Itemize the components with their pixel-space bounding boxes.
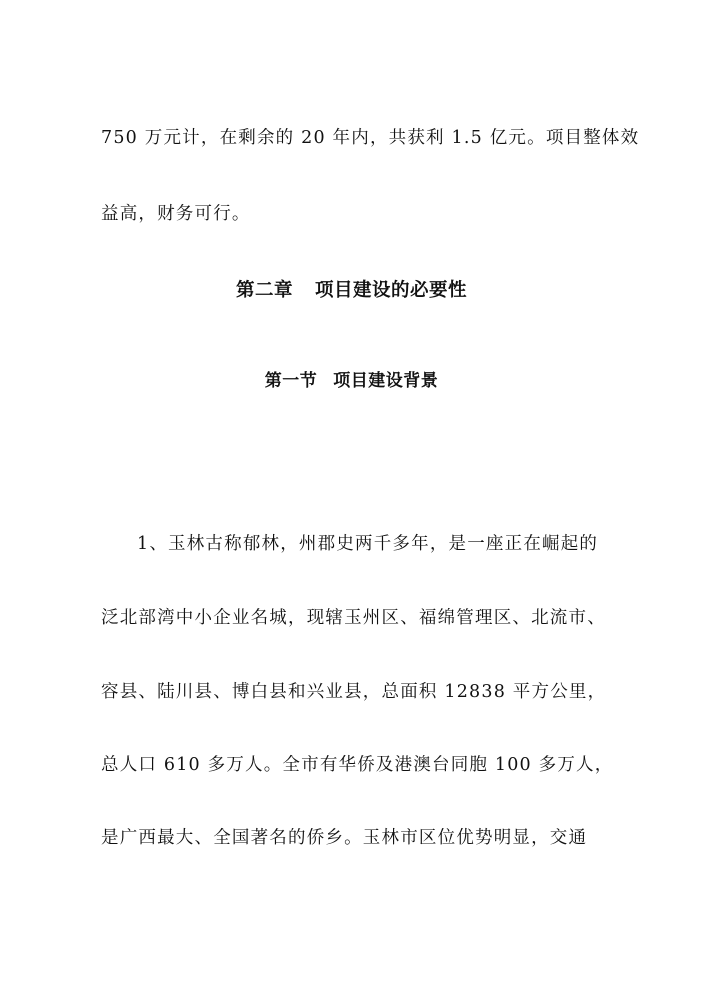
- section-number: 第一节: [264, 371, 318, 391]
- chapter-number: 第二章: [235, 280, 293, 301]
- paragraph-line: 1、玉林古称郁林，州郡史两千多年，是一座正在崛起的: [137, 534, 599, 554]
- paragraph-line: 容县、陆川县、博白县和兴业县，总面积 12838 平方公里，: [101, 682, 607, 702]
- paragraph-line: 益高，财务可行。: [101, 204, 251, 224]
- paragraph-line: 750 万元计，在剩余的 20 年内，共获利 1.5 亿元。项目整体效: [101, 128, 640, 148]
- paragraph-line: 总人口 610 多万人。全市有华侨及港澳台同胞 100 多万人，: [101, 755, 614, 775]
- section-heading: [0, 369, 703, 393]
- paragraph-line: 是广西最大、全国著名的侨乡。玉林市区位优势明显，交通: [101, 828, 588, 848]
- chapter-heading: [0, 279, 703, 303]
- section-title: 项目建设背景: [333, 371, 439, 391]
- chapter-title: 项目建设的必要性: [315, 280, 468, 301]
- paragraph-line: 泛北部湾中小企业名城，现辖玉州区、福绵管理区、北流市、: [101, 608, 606, 628]
